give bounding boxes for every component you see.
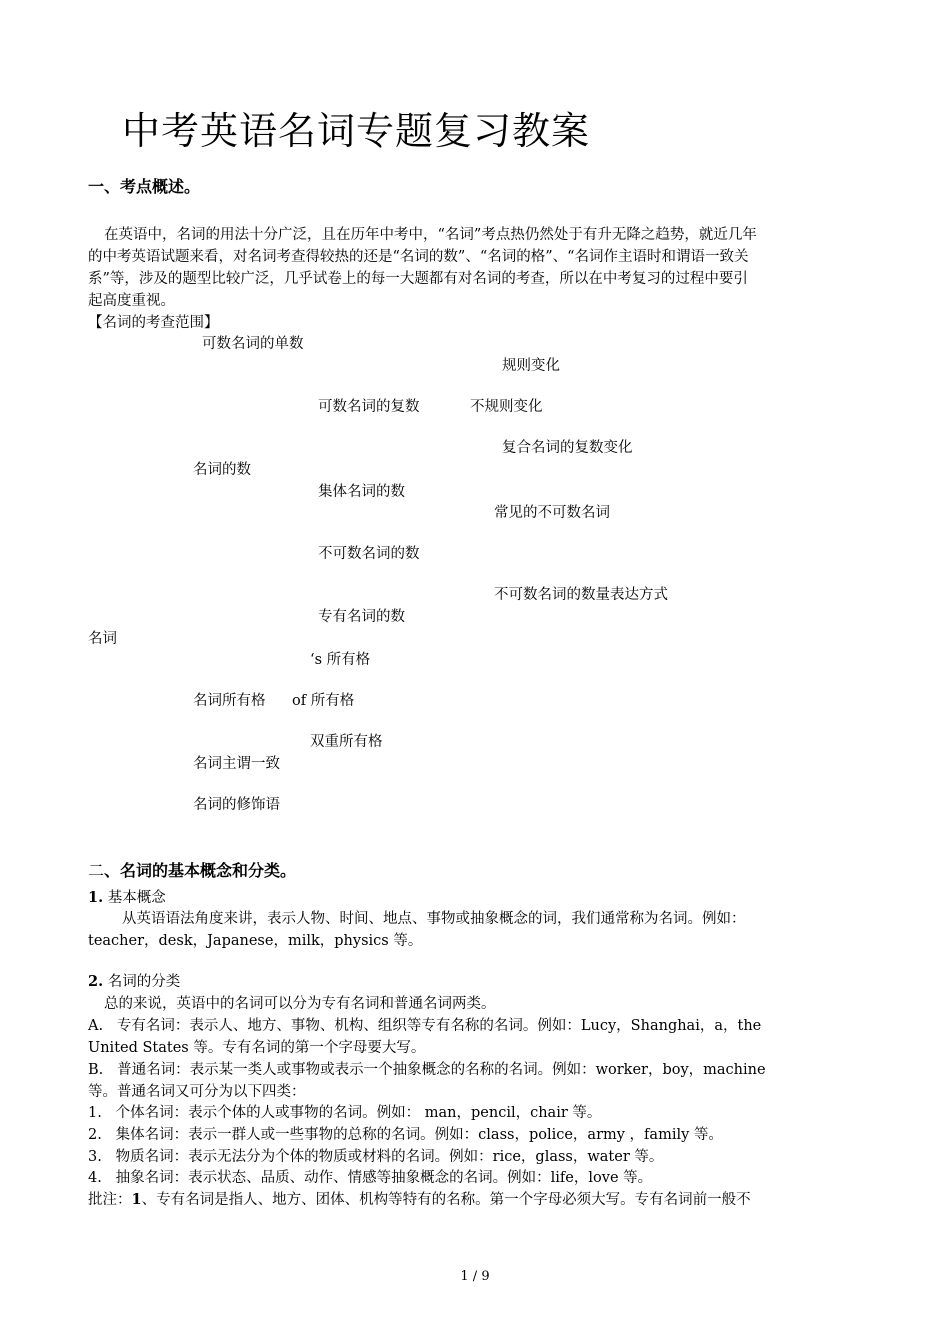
tree-collective: 集体名词的数 [318, 484, 405, 500]
intro-line: 起高度重视。 [88, 293, 175, 309]
intro-line: 在英语中，名词的用法十分广泛，且在历年中考中，“名词”考点热仍然处于有升无降之趋势，就近几年 [104, 227, 757, 243]
tree-uncountable: 不可数名词的数 [318, 546, 420, 562]
heading-text: 、名词的基本概念和分类。 [104, 861, 297, 880]
proper-noun-line: A. 专有名词：表示人、地方、事物、机构、组织等专有名称的名词。例如：Lucy，Shanghai，a，the [88, 1018, 762, 1034]
heading-prefix: 二 [88, 861, 105, 880]
tree-root: 名词 [88, 631, 117, 647]
scope-label: 【名词的考查范围】 [88, 315, 219, 331]
intro-line: 的中考英语试题来看，对名词考查得较热的还是“名词的数”、“名词的格”、“名词作主语时和谓语一致关 [88, 249, 749, 265]
classification-intro: 总的来说，英语中的名词可以分为专有名词和普通名词两类。 [104, 996, 496, 1012]
tree-irregular: 不规则变化 [470, 399, 543, 415]
tree-compound-plural: 复合名词的复数变化 [502, 440, 633, 456]
tree-of-possessive: of 所有格 [292, 693, 355, 709]
tree-s-possessive: ‘s 所有格 [310, 652, 371, 668]
basic-concept-line: teacher，desk，Japanese，milk，physics 等。 [88, 933, 423, 949]
list-item: 1. 个体名词：表示个体的人或事物的名词。例如： man，pencil，chair 等。 [88, 1105, 602, 1121]
intro-line: 系”等，涉及的题型比较广泛，几乎试卷上的每一大题都有对名词的考查，所以在中考复习的过程中要引 [88, 271, 748, 287]
list-item: 2. 集体名词：表示一群人或一些事物的总称的名词。例如：class，police，army ，family 等。 [88, 1127, 723, 1143]
tree-countable-singular: 可数名词的单数 [202, 336, 304, 352]
tree-possessive: 名词所有格 [193, 693, 266, 709]
note-line: 批注：1、专有名词是指人、地方、团体、机构等特有的名称。第一个字母必须大写。专有名词前一般不 [88, 1191, 751, 1208]
tree-proper: 专有名词的数 [318, 609, 405, 625]
tree-uncountable-quantity: 不可数名词的数量表达方式 [494, 587, 668, 603]
tree-double-possessive: 双重所有格 [310, 734, 383, 750]
tree-modifier: 名词的修饰语 [193, 797, 280, 813]
basic-concept-line: 从英语语法角度来讲，表示人物、时间、地点、事物或抽象概念的词，我们通常称为名词。例如： [122, 911, 746, 927]
tree-countable-plural: 可数名词的复数 [318, 399, 420, 415]
list-item: 4. 抽象名词：表示状态、品质、动作、情感等抽象概念的名词。例如：life，love 等。 [88, 1170, 653, 1186]
common-noun-line: 等。普通名词又可分为以下四类： [88, 1084, 306, 1100]
list-item: 3. 物质名词：表示无法分为个体的物质或材料的名词。例如：rice，glass，water 等。 [88, 1149, 664, 1165]
section-heading-overview: 一、考点概述。 [88, 177, 201, 196]
basic-concept-title: 1. 基本概念 [88, 889, 166, 906]
tree-number: 名词的数 [193, 462, 251, 478]
page-title: 中考英语名词专题复习教案 [122, 109, 591, 153]
page-number: 1 / 9 [460, 1269, 490, 1284]
proper-noun-line: United States 等。专有名词的第一个字母要大写。 [88, 1040, 426, 1056]
tree-regular: 规则变化 [502, 358, 560, 374]
tree-agreement: 名词主谓一致 [193, 756, 280, 772]
tree-common-uncountable: 常见的不可数名词 [494, 505, 610, 521]
common-noun-line: B. 普通名词：表示某一类人或事物或表示一个抽象概念的名称的名词。例如：worker，boy，machine [88, 1062, 766, 1078]
classification-title: 2. 名词的分类 [88, 973, 181, 990]
section-heading-concepts [88, 858, 296, 881]
